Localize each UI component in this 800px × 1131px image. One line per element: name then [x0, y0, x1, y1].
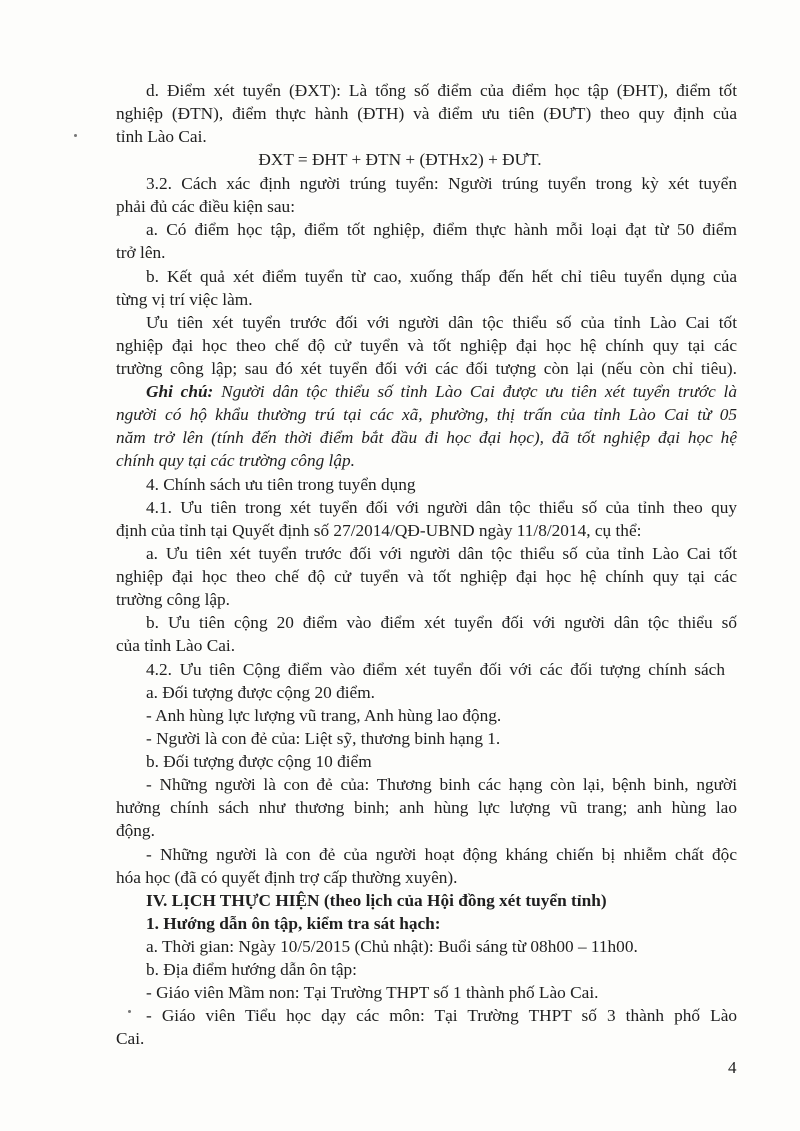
- note-line: [146, 381, 737, 403]
- section-heading-4: 4. Chính sách ưu tiên trong tuyển dụng: [146, 475, 416, 494]
- subsection-heading-1: 1. Hướng dẫn ôn tập, kiểm tra sát hạch:: [146, 914, 441, 933]
- list-item: - Anh hùng lực lượng vũ trang, Anh hùng lao động.: [146, 706, 502, 725]
- section-heading-4-2: 4.2. Ưu tiên Cộng điểm vào điểm xét tuyển đối với các đối tượng chính sách: [146, 660, 725, 679]
- text-line: d. Điểm xét tuyển (ĐXT): Là tổng số điểm của điểm học tập (ĐHT), điểm tốt: [146, 81, 737, 100]
- list-item: - Những người là con đẻ của người hoạt động kháng chiến bị nhiễm chất độc: [146, 845, 737, 864]
- text-line: nghiệp đại học theo chế độ cử tuyển và tốt nghiệp đại học hệ chính quy tại các: [116, 567, 737, 586]
- text-line: từng vị trí việc làm.: [116, 290, 253, 309]
- text-line: b. Đối tượng được cộng 10 điểm: [146, 752, 372, 771]
- text-line: động.: [116, 821, 155, 840]
- page-number: 4: [728, 1058, 737, 1077]
- scan-speck: [74, 134, 77, 137]
- text-line: a. Ưu tiên xét tuyển trước đối với người dân tộc thiểu số của tỉnh Lào Cai tốt: [146, 544, 737, 563]
- text-line: b. Địa điểm hướng dẫn ôn tập:: [146, 960, 357, 979]
- section-heading-3-2: 3.2. Cách xác định người trúng tuyển: Người trúng tuyển trong kỳ xét tuyển: [146, 174, 737, 193]
- note-text: Người dân tộc thiểu số tỉnh Lào Cai được ưu tiên xét tuyển trước là: [221, 382, 737, 401]
- note-line: người có hộ khẩu thường trú tại các xã, phường, thị trấn của tỉnh Lào Cai từ 05: [116, 405, 737, 424]
- text-line: Cai.: [116, 1029, 145, 1048]
- text-line: trường công lập; sau đó xét tuyển đối với các đối tượng còn lại (nếu còn chỉ tiêu).: [116, 359, 737, 378]
- text-line: hóa học (đã có quyết định trợ cấp thường xuyên).: [116, 868, 458, 887]
- text-line: b. Kết quả xét điểm tuyển từ cao, xuống thấp đến hết chỉ tiêu tuyển dụng của: [146, 267, 737, 286]
- text-line: tỉnh Lào Cai.: [116, 127, 207, 146]
- note-line: chính quy tại các trường công lập.: [116, 451, 355, 470]
- text-line: nghiệp (ĐTN), điểm thực hành (ĐTH) và điểm ưu tiên (ĐƯT) theo quy định của: [116, 104, 737, 123]
- text-line: nghiệp đại học theo chế độ cử tuyển và tốt nghiệp đại học hệ chính quy tại các: [116, 336, 737, 355]
- text-line: phải đủ các điều kiện sau:: [116, 197, 295, 216]
- text-line: a. Đối tượng được cộng 20 điểm.: [146, 683, 375, 702]
- text-line: a. Có điểm học tập, điểm tốt nghiệp, điểm thực hành mỗi loại đạt từ 50 điểm: [146, 220, 737, 239]
- note-label: Ghi chú:: [146, 382, 214, 401]
- list-item: - Giáo viên Mầm non: Tại Trường THPT số 1 thành phố Lào Cai.: [146, 983, 599, 1002]
- text-line: của tỉnh Lào Cai.: [116, 636, 236, 655]
- text-line: Ưu tiên xét tuyển trước đối với người dân tộc thiểu số của tỉnh Lào Cai tốt: [146, 313, 737, 332]
- text-line: trở lên.: [116, 243, 166, 262]
- list-item: - Những người là con đẻ của: Thương binh các hạng còn lại, bệnh binh, người: [146, 775, 737, 794]
- text-line: a. Thời gian: Ngày 10/5/2015 (Chủ nhật): Buổi sáng từ 08h00 – 11h00.: [146, 937, 638, 956]
- section-heading-4-1: 4.1. Ưu tiên trong xét tuyển đối với người dân tộc thiểu số của tỉnh theo quy: [146, 498, 737, 517]
- note-line: năm trở lên (tính đến thời điểm bắt đầu đi học đại học), đã tốt nghiệp đại học hệ: [116, 428, 737, 447]
- section-heading-iv: IV. LỊCH THỰC HIỆN (theo lịch của Hội đồng xét tuyển tỉnh): [146, 891, 607, 910]
- list-item: - Người là con đẻ của: Liệt sỹ, thương binh hạng 1.: [146, 729, 501, 748]
- text-line: trường công lập.: [116, 590, 231, 609]
- scan-speck: [128, 1010, 131, 1013]
- formula: ĐXT = ĐHT + ĐTN + (ĐTHx2) + ĐƯT.: [258, 150, 542, 169]
- text-line: hưởng chính sách như thương binh; anh hùng lực lượng vũ trang; anh hùng lao: [116, 798, 737, 817]
- text-line: b. Ưu tiên cộng 20 điểm vào điểm xét tuyển đối với người dân tộc thiểu số: [146, 613, 737, 632]
- list-item: - Giáo viên Tiểu học dạy các môn: Tại Trường THPT số 3 thành phố Lào: [146, 1006, 737, 1025]
- text-line: định của tỉnh tại Quyết định số 27/2014/QĐ-UBND ngày 11/8/2014, cụ thể:: [116, 521, 642, 540]
